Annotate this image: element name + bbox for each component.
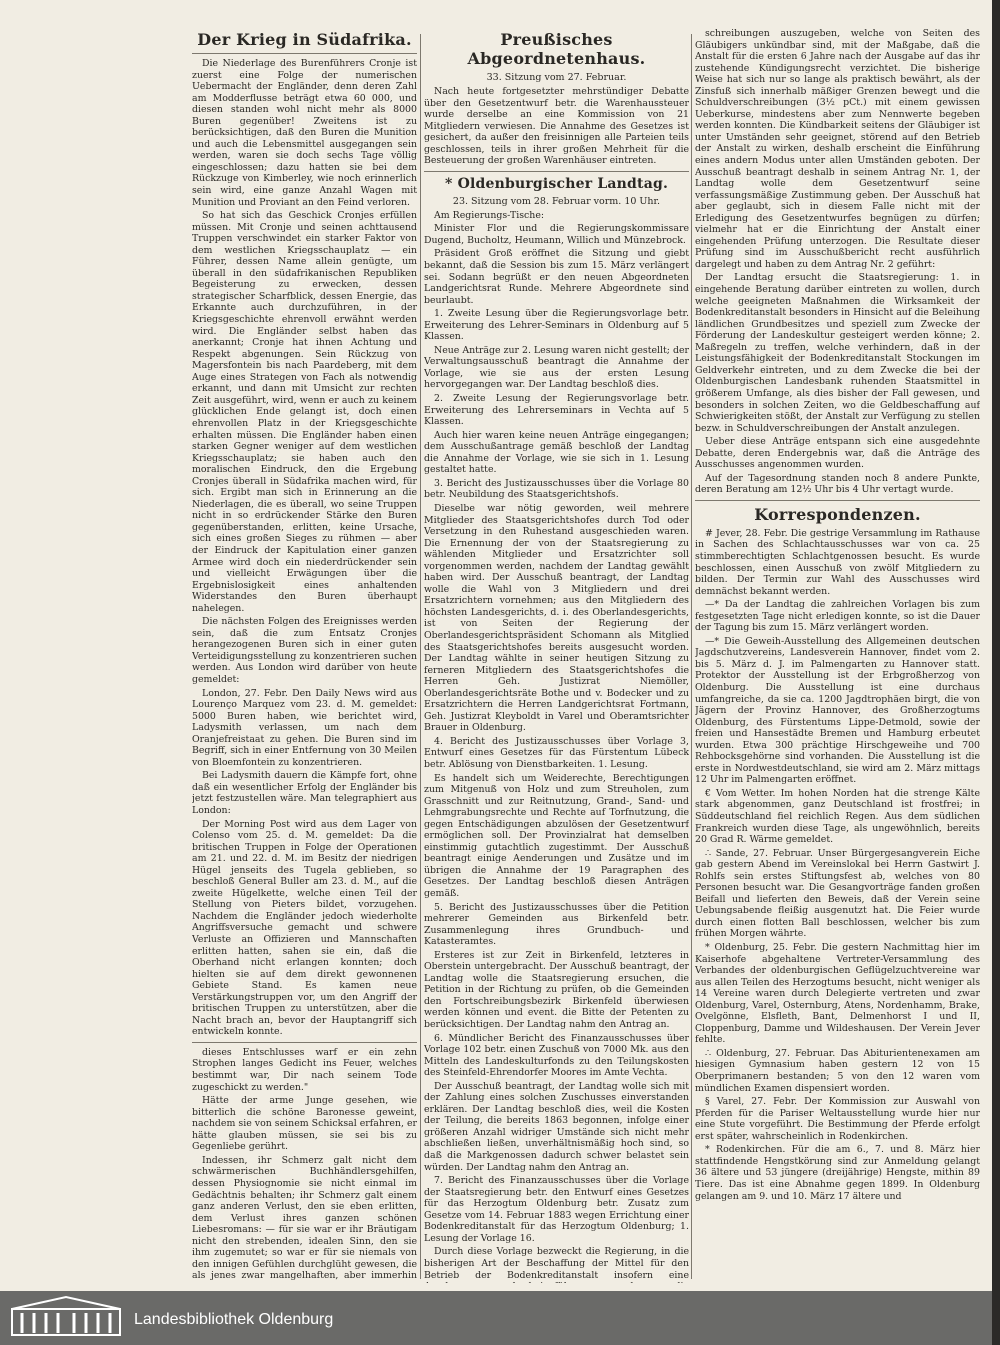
library-building-icon	[10, 1295, 122, 1337]
paragraph: 4. Bericht des Justizausschusses über Vorlage 3, Entwurf eines Gesetzes für das Fürstentum Lübeck betr. Ablösung von Dienstbarkeiten. 1. Lesung.	[424, 735, 689, 770]
divider	[192, 1042, 417, 1043]
divider	[424, 171, 689, 172]
column-2	[424, 28, 689, 1283]
paragraph: Auch hier waren keine neuen Anträge eingegangen; dem Ausschußantrage gemäß beschloß der Landtag die Annahme der Vorlage, wie sie sich in 1. Lesung gestaltet hatte.	[424, 429, 689, 476]
article-body-krieg	[192, 58, 417, 1038]
paragraph: schreibungen auszugeben, welche von Seiten des Gläubigers unkündbar sind, mit der Maßgabe, daß die Anstalt für die ersten 6 Jahre nach der Ausgabe auf das ihr zustehende Kündigungsrecht verzichtet. Die bisherige Weise hat sich nur so lange als praktisch bewährt, als der Zinsfuß sich innerhalb mäßiger Grenzen bewegt und die Schuldverschreibungen (3½ pCt.) mit einem gewissen Ueberkurse, mindestens aber zum Nennwerte begeben werden konnten. Die Kündbarkeit seitens der Gläubiger ist unter Umständen sehr geeignet, störend auf den Betrieb der Anstalt zu wirken, deshalb erscheint die Einführung eines andern Modus unter allen Umständen geboten. Der Ausschuß beantragt deshalb in seinem Antrag Nr. 1, der Landtag wolle dem Gesetzentwurf seine verfassungsmäßige Zustimmung geben. Der Ausschuß hat aber geglaubt, sich in diesem Falle nicht mit der Erledigung des Gesetzentwurfes begnügen zu dürfen; vielmehr hat er die Einrichtung der Anstalt einer eingehenden Prüfung unterzogen. Die Resultate dieser Prüfung sind im Ausschußbericht recht ausführlich dargelegt und haben zu dem Antrag Nr. 2 geführt:	[695, 28, 980, 270]
paragraph: Dieselbe war nötig geworden, weil mehrere Mitglieder des Staatsgerichtshofes durch Tod oder Versetzung in den Ruhestand ausgeschieden waren. Die Ernennung der von der Staatsregierung zu wählenden Mitglieder und Ersatzrichter soll vorgenommen werden, nachdem der Landtag gewählt haben wird. Der Ausschuß beantragt, der Landtag wolle die Wahl von 3 Mitgliedern und drei Ersatzrichtern vornehmen; aus den Mitgliedern des höchsten Landesgerichts, d. i. des Oberlandesgerichts, ist von Seiten der Regierung der Oberlandesgerichtspräsident Schomann als Mitglied des Staatsgerichtshofes bereits ausgesucht worden. Der Landtag wählte in seiner heutigen Sitzung zu ferneren Mitgliedern des Staatsgerichtshofes die Herren Geh. Justizrat Niemöller, Oberlandesgerichtsräte Bothe und v. Bodecker und zu Ersatzrichtern die Herren Landgerichtsrat Fortmann, Geh. Justizrat Kleyboldt in Varel und Oberamtsrichter Brauer in Oldenburg.	[424, 502, 689, 734]
paragraph: * Rodenkirchen. Für die am 6., 7. und 8. März hier stattfindende Hengstkörung sind zur Anmeldung gelangt 36 ältere und 53 jüngere (dreijährige) Hengste, mithin 89 Tiere. Das ist eine Abnahme gegen 1899. In Oldenburg gelangen am 9. und 10. März 17 ältere und	[695, 1144, 980, 1202]
paragraph: Indessen, ihr Schmerz galt nicht dem schwärmerischen Buchhändlersgehilfen, dessen Physiognomie sie nicht einmal im Gedächtnis behalten; ihr Schmerz galt einem ganz anderen Verlust, den sie eben erlitten, dem Verlust ihres ganzen schönen Liebesromans: — für sie war er ihr Bräutigam nicht den strebenden, idealen Sinn, den sie ihm zugemutet; so war er für sie niemals von den innigen Gefühlen durchglüht gewesen, die als jenes zwar mangelhaften, aber immerhin	[192, 1154, 417, 1282]
paragraph: ∴ Oldenburg, 27. Februar. Das Abiturientenexamen am hiesigen Gymnasium haben gestern 12 von 15 Oberprimanern bestanden; 5 von den 12 waren vom mündlichen Examen dispensiert worden.	[695, 1047, 980, 1094]
paragraph: € Vom Wetter. Im hohen Norden hat die strenge Kälte stark abgenommen, ganz Deutschland ist frostfrei; in Süddeutschland fiel reichlich Regen. Aus dem südlichen Frankreich wurden diese Tage, als ungewöhnlich, bereits 20 Grad R. Wärme gemeldet.	[695, 787, 980, 846]
paragraph: Die nächsten Folgen des Ereignisses werden sein, daß die zum Entsatz Cronjes herangezogenen Buren sich in einer guten Verteidigungsstellung zu konzentrieren suchen werden. Aus London wird darüber von heute gemeldet:	[192, 616, 417, 685]
paragraph: dieses Entschlusses warf er ein zehn Strophen langes Gedicht ins Feuer, welches bestimmt war, Dir nach seinem Tode zugeschickt zu werden."	[192, 1046, 417, 1093]
paragraph: 7. Bericht des Finanzausschusses über die Vorlage der Staatsregierung betr. den Entwurf eines Gesetzes für das Herzogtum Oldenburg betr. Zusatz zum Gesetze vom 14. Februar 1883 wegen Errichtung einer Bodenkreditanstalt für das Herzogtum Oldenburg; 1. Lesung der Vorlage 16.	[424, 1175, 689, 1244]
paragraph: Ersteres ist zur Zeit in Birkenfeld, letzteres in Oberstein untergebracht. Der Ausschuß beantragt, der Landtag wolle die Staatsregierung ersuchen, die Petition in der Richtung zu prüfen, ob die Gemeinden den Fortschreibungsbezirk Birkenfeld überwiesen werden können und event. die Bitte der Petenten zu berücksichtigen. Der Landtag nahm den Antrag an.	[424, 949, 689, 1031]
session-line-landtag: 23. Sitzung vom 28. Februar vorm. 10 Uhr.	[452, 195, 661, 207]
paragraph: —* Da der Landtag die zahlreichen Vorlagen bis zum festgesetzten Tage nicht erledigen konnte, so ist die Dauer der Tagung bis zum 15. März verlängert worden.	[695, 599, 980, 634]
session-line: 33. Sitzung vom 27. Februar.	[486, 72, 627, 83]
paragraph: # Jever, 28. Febr. Die gestrige Versammlung im Rathause in Sachen des Schlachtausschusses war von ca. 25 stimmberechtigten Schlachtgenossen besucht. Es wurde beschlossen, einen Ausschuß von zwölf Mitgliedern zu bilden. Der Termin zur Wahl des Ausschusses wird demnächst bekannt werden.	[695, 527, 980, 597]
paragraph: 2. Zweite Lesung der Regierungsvorlage betr. Erweiterung des Lehrerseminars in Vechta auf 5 Klassen.	[424, 393, 689, 428]
paragraph: Es handelt sich um Weiderechte, Berechtigungen zum Mitgenuß von Holz und zum Streuholen, zum Grasschnitt und zur Reitnutzung, Grand-, Sand- und Lehmgrabungsrechte und Rechte auf Torfnutzung, die gegen Entschädigungen abzulösen der Gesetzentwurf ermöglichen soll. Der Provinzialrat hat demselben einstimmig gutachtlich zugestimmt. Der Ausschuß beantragt einige Aenderungen und Zusätze und im übrigen die Annahme der 19 Paragraphen des Gesetzes. Der Landtag beschloß diesen Anträgen gemäß.	[424, 772, 689, 899]
article-body-korrespondenzen	[695, 528, 980, 1202]
paragraph: Der Morning Post wird aus dem Lager von Colenso vom 25. d. M. gemeldet: Da die britischen Truppen in Folge der Operationen am 21. und 22. d. M. im Besitz der niedrigen Hügel jenseits des Tugela geblieben, so beschloß General Buller am 23. d. M., auf die zweite Hügelkette, welche einen Teil der Stellung von Pieters bildet, vorzugehen. Nachdem die Engländer jedoch wiederholte Angriffsversuche gemacht und schwere Verluste an Offizieren und Mannschaften erlitten hatten, sahen sie ein, daß die Oberhand nicht erlangen konnten; doch hielten sie auf dem direkt gewonnenen Gebiete Stand. Es kamen neue Verstärkungstruppen vor, um den Angriff der britischen Truppen zu unterstützen, aber die Nacht brach an, bevor der Hauptangriff sich entwickeln konnte.	[192, 818, 417, 1038]
paragraph: —* Die Geweih-Ausstellung des Allgemeinen deutschen Jagdschutzvereins, Landesverein Hannover, findet vom 2. bis 5. März d. J. im Palmengarten zu Hannover statt. Protektor der Ausstellung ist der Erbgroßherzog von Oldenburg. Die Ausstellung ist eine durchaus umfangreiche, da sie ca. 1200 Jagdtrophäen birgt, die von Jägern der Provinz Hannover, des Großherzogtums Oldenburg, des Fürstentums Lippe-Detmold, sowie der freien und Hansestädte Bremen und Hamburg erbeutet wurden. Etwa 300 prächtige Hirschgeweihe und 700 Rehbocksgehörne sind vorhanden. Die Ausstellung ist die erste in Nordwestdeutschland, sie wird am 2. März mittags 12 Uhr im Palmengarten eröffnet.	[695, 635, 980, 786]
paragraph: 5. Bericht des Justizausschusses über die Petition mehrerer Gemeinden aus Birkenfeld betr. Zusammenlegung ihres Grundbuch- und Katasteramtes.	[424, 901, 689, 948]
paragraph: Die Niederlage des Burenführers Cronje ist zuerst eine Folge der numerischen Uebermacht der Engländer, denn deren Zahl am Modderflusse beträgt etwa 60 000, und diesen standen wohl nicht mehr als 8000 Buren gegenüber! Zweitens ist zu berücksichtigen, daß den Buren die Munition und auch die Lebensmittel ausgegangen sein werden, waren sie doch sechs Tage völlig eingeschlossen; dazu hatten sie bei dem Rückzuge von Kimberley, wie noch erinnerlich sein wird, eine ganze Anzahl Wagen mit Munition und Proviant an den Feind verloren.	[192, 58, 417, 208]
library-footer	[0, 1291, 992, 1345]
library-name: Landesbibliothek Oldenburg	[134, 1311, 334, 1328]
paragraph: Der Ausschuß beantragt, der Landtag wolle sich mit der Zahlung eines solchen Zuschusses einverstanden erklären. Der Landtag beschloß dies, weil die Kosten der Teilung, die bereits 1863 begonnen, infolge einer größeren Anzahl widriger Umstände sich nicht mehr abschließen ließen, unverhältnismäßig hoch sind, so daß die Markgenossen dadurch schwer belastet sein würden. Der Landtag nahm den Antrag an.	[424, 1080, 689, 1173]
paragraph: So hat sich das Geschick Cronjes erfüllen müssen. Mit Cronje und seinen achttausend Truppen verschwindet ein starker Faktor von dem westlichen Kriegsschauplatz — ein Führer, dessen Name allein genügte, um überall in den südafrikanischen Republiken Begeisterung zu erwecken, dessen strategischer Scharfblick, dessen Energie, das Erkannte auch durchzuführen, in der Kriegsgeschichte ehrenvoll erwähnt werden wird. Die Engländer selbst haben das anerkannt; Cronje hat ihnen Achtung und Respekt abgenungen. Sein Rückzug von Magersfontein bis nach Paardeberg, mit dem Auge eines Strategen von Fach als notwendig erkannt, und dann mit Umsicht zur rechten Zeit ausgeführt, wird, wenn er auch zu keinem glücklichen Ende gelangt ist, doch einen ehrenvollen Platz in der Kriegsgeschichte erhalten müssen. Die Engländer haben einen starken Gegner weniger auf dem westlichen Kriegsschauplatz; sie haben auch den moralischen Eindruck, den die Ergebung Cronjes überall in Südafrika machen wird, für sich. Ergibt man sich in Erinnerung an die Niederlagen, die es überall, wo seine Truppen nicht in so erdrückender Stärke den Buren gegenüberstanden, erlitten, keine Ursache, sich eines großen Sieges zu rühmen — aber der Eindruck der Kapitulation einer ganzen Armee wird doch ein niederdrückender sein und vielleicht Erwägungen über die Ergebnislosigkeit eines anhaltenden Widerstandes den Buren überhaupt nahelegen.	[192, 210, 417, 614]
column-rule	[691, 34, 692, 1279]
column-rule	[420, 34, 421, 1279]
paragraph: * Oldenburg, 25. Febr. Die gestern Nachmittag hier im Kaiserhofe abgehaltene Vertreter-Versammlung des Verbandes der oldenburgischen Geflügelzuchtvereine war aus allen Teilen des Herzogtums besucht, nicht weniger als 14 Vereine waren durch Delegierte vertreten und zwar Oldenburg, Varel, Osternburg, Atens, Nordenhamm, Brake, Ovelgönne, Elsfleth, Bant, Delmenhorst I und II, Cloppenburg, Damme und Wildeshausen. Der Verein Jever fehlte.	[695, 942, 980, 1046]
article-title-korrespondenzen: Korrespondenzen.	[754, 504, 921, 524]
paragraph: 1. Zweite Lesung über die Regierungsvorlage betr. Erweiterung des Lehrer-Seminars in Oldenburg auf 5 Klassen.	[424, 308, 689, 343]
article-title-landtag: * Oldenburgischer Landtag.	[444, 175, 669, 192]
paragraph: Auf der Tagesordnung standen noch 8 andere Punkte, deren Beratung am 12½ Uhr bis 4 Uhr vertagt wurde.	[695, 472, 980, 496]
paragraph: Neue Anträge zur 2. Lesung waren nicht gestellt; der Verwaltungsausschuß beantragt die Annahme der Vorlage, wie sie aus der ersten Lesung hervorgegangen war. Der Landtag beschloß dies.	[424, 344, 689, 391]
paragraph: Minister Flor und die Regierungskommissare Dugend, Bucholtz, Heumann, Willich und Münzebrock.	[424, 223, 689, 246]
paragraph: Präsident Groß eröffnet die Sitzung und giebt bekannt, daß die Session bis zum 15. März verlängert sei. Sodann begrüßt er den neuen Abgeordneten Landgerichtsrat Runde. Mehrere Abgeordnete sind beurlaubt.	[424, 248, 689, 306]
paragraph: 6. Mündlicher Bericht des Finanzausschusses über Vorlage 102 betr. einen Zuschuß von 7000 Mk. aus den Mitteln des Landeskulturfonds zu den Teilungskosten des Steinfeld-Ehrendorfer Moores im Amte Vechta.	[424, 1032, 689, 1079]
paragraph: Hätte der arme Junge gesehen, wie bitterlich die schöne Baronesse geweint, nachdem sie von seinem Schicksal erfahren, er hätte glauben müssen, sie sei bis zu Gegenliebe gerührt.	[192, 1095, 417, 1153]
feuilleton-body	[192, 1047, 417, 1283]
paragraph: Nach heute fortgesetzter mehrstündiger Debatte über den Gesetzentwurf betr. die Warenhaussteuer wurde derselbe an eine Kommission von 21 Mitgliedern verwiesen. Die Annahme des Gesetzes ist gesichert, da außer den freisinnigen alle Parteien teils geschlossen, teils in ihrer großen Mehrheit für die Besteuerung der großen Warenhäuser eintreten.	[424, 86, 689, 167]
article-body-abgeordnetenhaus	[424, 86, 689, 167]
article-title-abgeordnetenhaus: Preußisches Abgeordnetenhaus.	[467, 30, 646, 68]
column-1	[192, 28, 417, 1283]
paragraph: 3. Bericht des Justizausschusses über die Vorlage 80 betr. Neubildung des Staatsgerichtshofs.	[424, 477, 689, 501]
paragraph: ∴ Sande, 27. Februar. Unser Bürgergesangverein Eiche gab gestern Abend im Vereinslokal bei Herrn Gastwirt J. Rohlfs sein erstes Stiftungsfest ab, welches von 80 Personen besucht war. Die Gesangvorträge fanden großen Beifall und lieferten den Beweis, daß der Verein seine Uebungsabende fleißig ausgenutzt hat. Die Feier wurde durch einen flotten Ball beschlossen, welcher bis zum frühen Morgen währte.	[695, 847, 980, 940]
paragraph: Der Landtag ersucht die Staatsregierung: 1. in eingehende Beratung darüber eintreten zu wollen, durch welche geeigneten Maßnahmen die Wirksamkeit der Bodenkreditanstalt besonders in Hinsicht auf die Beleihung ländlichen Grundbesitzes und speziell zum Zwecke der Förderung der Landeskultur gesteigert werden könne; 2. Maßregeln zu treffen, welche verhindern, daß in der Leistungsfähigkeit der Bodenkreditanstalt Stockungen im Geldverkehr eintreten, und zu dem Zwecke die bei der Oldenburgischen Landesbank ruhenden Staatsmittel in größerem Umfange, als dies bisher der Fall gewesen, und besonders in solchen Zeiten, wo die Geldbeschaffung auf Schwierigkeiten stößt, der Anstalt zur Verfügung zu stellen bezw. in Schuldverschreibungen der Anstalt anzulegen.	[695, 272, 980, 434]
column-3	[695, 28, 980, 1283]
newspaper-sheet	[192, 28, 980, 1283]
paragraph: London, 27. Febr. Den Daily News wird aus Lourenço Marquez vom 23. d. M. gemeldet: 5000 Buren haben, wie berichtet wird, Ladysmith verlassen, um nach dem Oranjefreistaat zu gehen. Die Buren sind im Begriff, sich in einer Entfernung von 30 Meilen von Bloemfontein zu konzentrieren.	[192, 687, 417, 768]
article-body-landtag-cont	[695, 28, 980, 496]
divider	[192, 53, 417, 54]
paragraph: Am Regierungs-Tische:	[434, 209, 545, 221]
article-body-landtag	[424, 210, 689, 1283]
paragraph: § Varel, 27. Febr. Der Kommission zur Auswahl von Pferden für die Pariser Weltausstellung wurde hier nur eine Stute vorgeführt. Die Bestimmung der Pferde erfolgt erst später, wahrscheinlich in Rodenkirchen.	[695, 1096, 980, 1142]
article-title-krieg: Der Krieg in Südafrika.	[197, 30, 412, 49]
paragraph: Ueber diese Anträge entspann sich eine ausgedehnte Debatte, deren Endergebnis war, daß die Anträge des Ausschusses angenommen wurden.	[695, 436, 980, 471]
paragraph: Durch diese Vorlage bezweckt die Regierung, in die bisherigen Art der Beschaffung der Mittel für den Betrieb der Bodenkreditanstalt insofern eine	[424, 1246, 689, 1281]
divider	[695, 500, 980, 501]
paragraph: Bei Ladysmith dauern die Kämpfe fort, ohne daß ein wesentlicher Erfolg der Engländer bis jetzt festzustellen wäre. Man telegraphiert aus London:	[192, 770, 417, 816]
binding-edge	[992, 0, 1000, 1345]
